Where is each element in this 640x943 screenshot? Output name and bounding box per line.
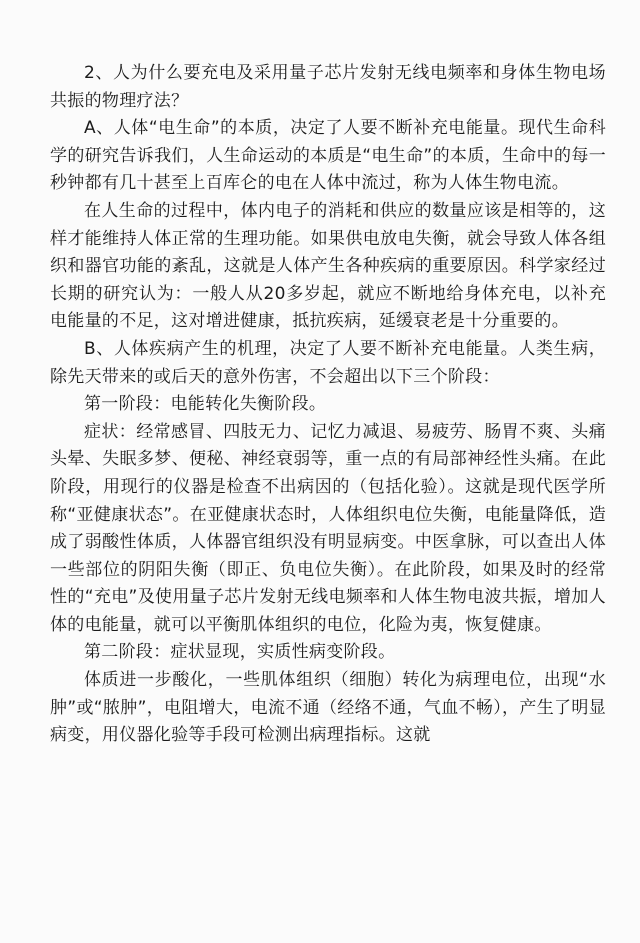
stage-two-heading: 第二阶段：症状显现，实质性病变阶段。 (84, 642, 396, 663)
paragraph-balance: 在人生命的过程中，体内电子的消耗和供应的数量应该是相等的，这样才能维持人体正常的生理功能。如果供电放电失衡，就会导致人体各组织和器官功能的紊乱，这就是人体产生各种疾病的重要原因。科学家经过长期的研究认为：一般人从20多岁起，就应不断地给身体充电，以补充电能量的不足，这对增进健康，抵抗疾病，延缓衰老是十分重要的。 (50, 200, 606, 332)
stage-one-symptoms: 症状：经常感冒、四肢无力、记忆力减退、易疲劳、肠胃不爽、头痛头晕、失眠多梦、便秘、神经衰弱等，重一点的有局部神经性头痛。在此阶段，用现行的仪器是检查不出病因的（包括化验）。这就是现代医学所称“亚健康状态”。在亚健康状态时，人体组织电位失衡，电能量降低，造成了弱酸性体质，人体器官组织没有明显病变。中医拿脉，可以查出人体一些部位的阴阳失衡（即正、负电位失衡）。在此阶段，如果及时的经常性的“充电”及使用量子芯片发射无线电频率和人体生物电波共振，增加人体的电能量，就可以平衡肌体组织的电位，化险为夷，恢复健康。 (50, 421, 606, 635)
section-heading: 2、人为什么要充电及采用量子芯片发射无线电频率和身体生物电场共振的物理疗法？ (50, 63, 606, 111)
paragraph-b: B、人体疾病产生的机理，决定了人要不断补充电能量。人类生病，除先天带来的或后天的意外伤害，不会超出以下三个阶段： (50, 338, 606, 387)
document-body (50, 60, 606, 750)
stage-one-heading: 第一阶段：电能转化失衡阶段。 (84, 394, 327, 415)
stage-two-description: 体质进一步酸化，一些肌体组织（细胞）转化为病理电位，出现“水肿”或“脓肿”，电阻增大，电流不通（经络不通，气血不畅），产生了明显病变，用仪器化验等手段可检测出病理指标。这就 (50, 670, 606, 746)
paragraph-a: A、人体“电生命”的本质，决定了人要不断补充电能量。现代生命科学的研究告诉我们，人生命运动的本质是“电生命”的本质，生命中的每一秒钟都有几十甚至上百库仑的电在人体中流过，称为人体生物电流。 (50, 118, 606, 194)
